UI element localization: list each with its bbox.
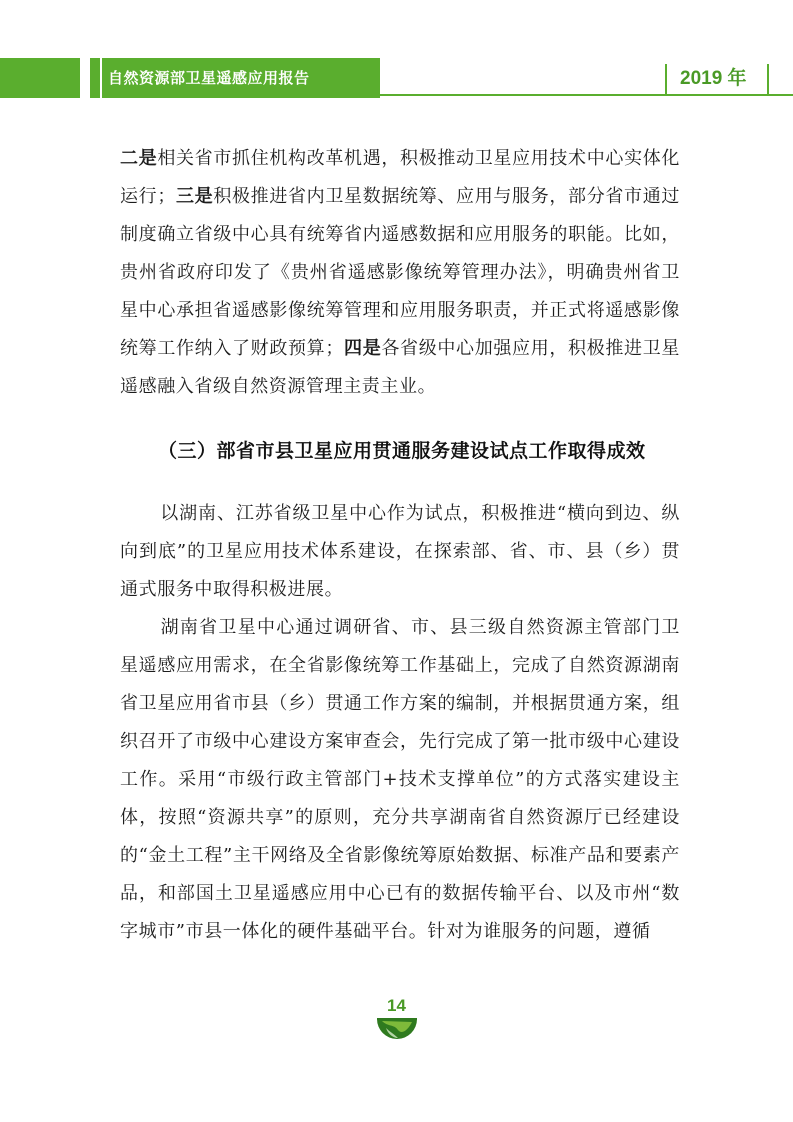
paragraph-hunan — [120, 609, 680, 951]
paragraph-text: 各省级中心加强应用，积极推进卫星遥感融入省级自然资源管理主责主业。 — [120, 338, 680, 397]
header-accent-block — [0, 58, 80, 98]
page-number: 14 — [387, 996, 406, 1015]
lead-term-4: 四是 — [343, 338, 382, 359]
lead-term-2: 二是 — [120, 148, 158, 169]
paragraph-text: 相关省市抓住机构改革机遇，积极推动卫星应用技术中心实体化运行； — [120, 148, 681, 207]
header-rule — [380, 94, 793, 96]
paragraph-provincial-centers — [120, 140, 680, 406]
header-divider — [100, 58, 102, 98]
paragraph-text: 以湖南、江苏省级卫星中心作为试点，积极推进“横向到边、纵向到底”的卫星应用技术体系建设，在探索部、省、市、县（乡）贯通式服务中取得积极进展。 — [120, 503, 680, 600]
report-year: 2019 年 — [680, 68, 747, 89]
globe-icon — [376, 1018, 418, 1042]
paragraph-pilot-intro — [120, 495, 680, 609]
section-heading: （三）部省市县卫星应用贯通服务建设试点工作取得成效 — [158, 440, 646, 462]
report-title: 自然资源部卫星遥感应用报告 — [108, 69, 310, 87]
paragraph-text: 积极推进省内卫星数据统筹、应用与服务，部分省市通过制度确立省级中心具有统筹省内遥感数据和应用服务的职能。比如，贵州省政府印发了《贵州省遥感影像统筹管理办法》，明确贵州省卫星中心承担省遥感影像统筹管理和应用服务职责，并正式将遥感影像统筹工作纳入了财政预算； — [120, 186, 680, 359]
paragraph-text: 湖南省卫星中心通过调研省、市、县三级自然资源主管部门卫星遥感应用需求，在全省影像统筹工作基础上，完成了自然资源湖南省卫星应用省市县（乡）贯通工作方案的编制，并根据贯通方案，组织召开了市级中心建设方案审查会，先行完成了第一批市级中心建设工作。采用“市级行政主管部门+技术支撑单位”的方式落实建设主体，按照“资源共享”的原则，充分共享湖南省自然资源厅已经建设的“金土工程”主干网络及全省影像统筹原始数据、标准产品和要素产品，和部国土卫星遥感应用中心已有的数据传输平台、以及市州“数字城市”市县一体化的硬件基础平台。针对为谁服务的问题，遵循 — [120, 617, 680, 942]
lead-term-3: 三是 — [175, 186, 214, 207]
